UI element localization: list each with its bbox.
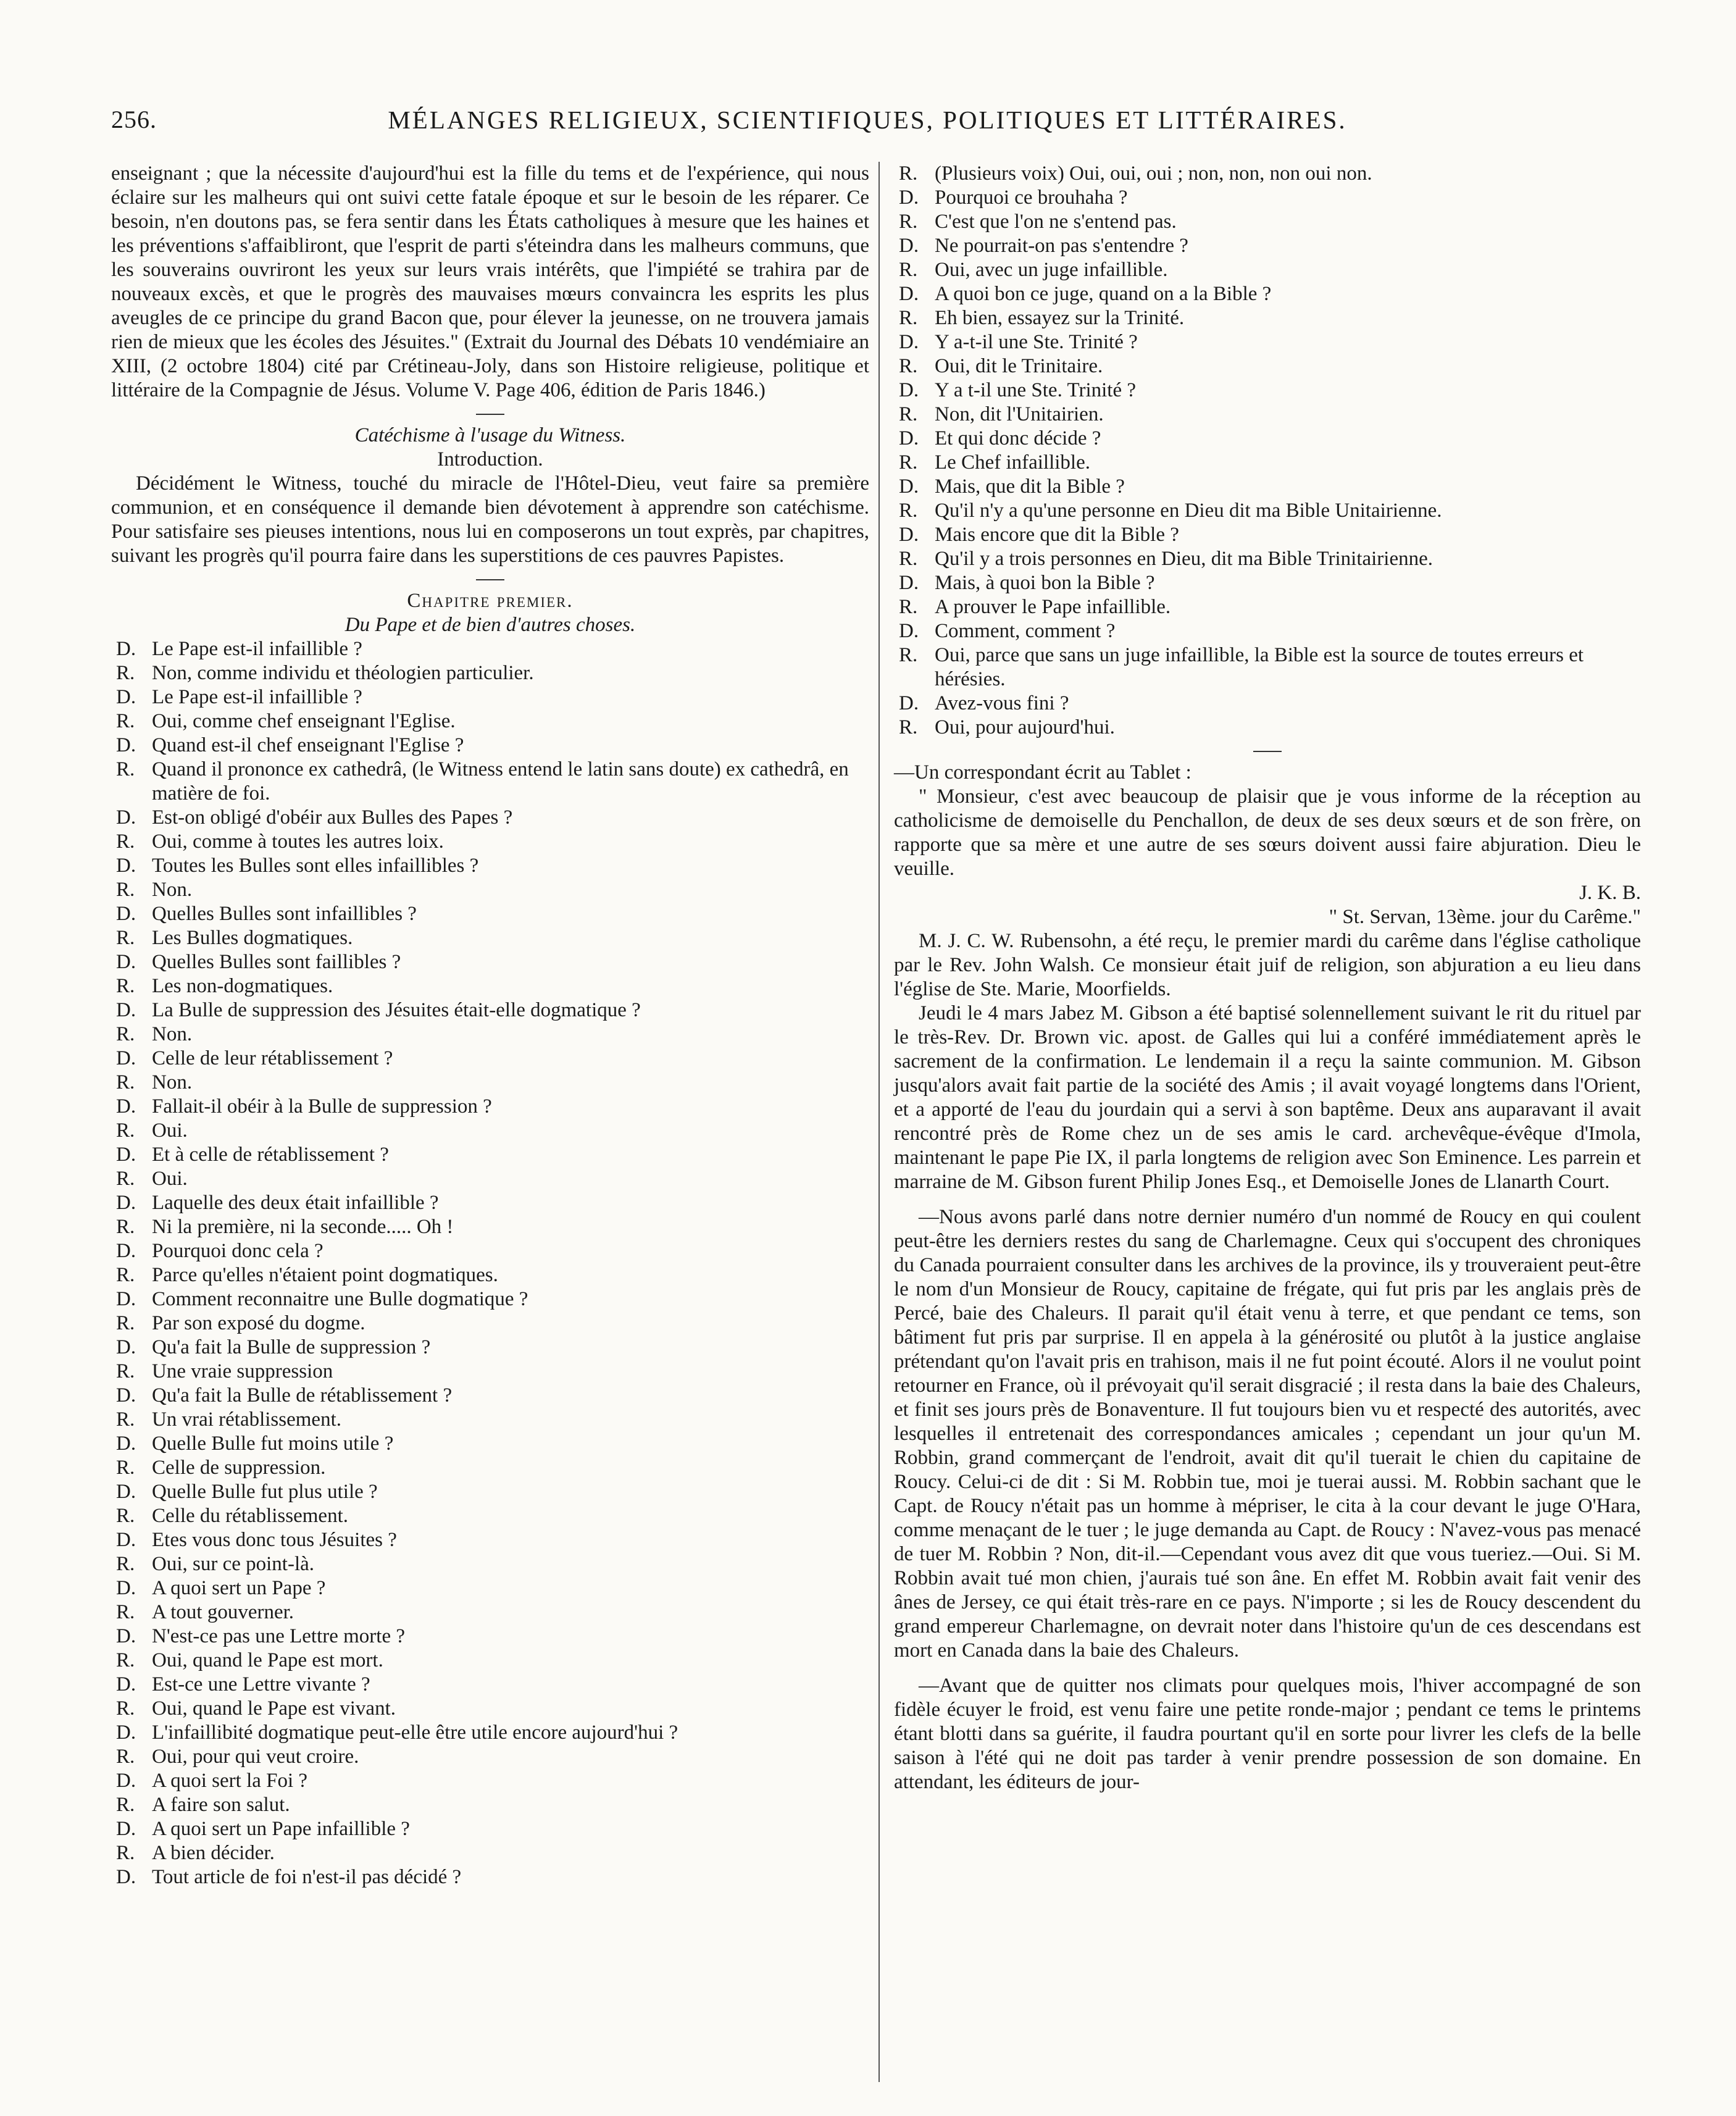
catechism-answer [111, 1456, 869, 1480]
qa-text: Non. [152, 879, 193, 901]
catechism-answer [111, 709, 869, 734]
catechism-question [894, 427, 1641, 451]
qa-marker: R. [899, 716, 918, 738]
catechism-question [894, 234, 1641, 258]
catechism-question [894, 378, 1641, 403]
qa-marker: D. [116, 1721, 136, 1744]
catechism-question [111, 1865, 869, 1889]
qa-text: Oui, quand le Pape est mort. [152, 1649, 383, 1671]
catechism-answer [111, 974, 869, 998]
qa-text: Et qui donc décide ? [935, 427, 1101, 450]
qa-text: Celle de suppression. [152, 1457, 326, 1479]
qa-text: Celle de leur rétablissement ? [152, 1047, 393, 1069]
rubensohn-paragraph: M. J. C. W. Rubensohn, a été reçu, le premier mardi du carême dans l'église catholique par le Rev. John Walsh. Ce monsieur était juif de religion, son abjuration a eu lieu dans l'église de Ste. Marie, Moorfields. [894, 930, 1641, 1000]
qa-marker: R. [116, 927, 135, 949]
qa-text: Qu'il y a trois personnes en Dieu, dit ma Bible Trinitairienne. [935, 548, 1433, 570]
qa-marker: D. [116, 1288, 136, 1310]
catechism-answer [111, 1360, 869, 1384]
catechism-question [111, 1095, 869, 1119]
qa-text: A bien décider. [152, 1842, 275, 1864]
qa-marker: D. [899, 379, 919, 401]
qa-text: Est-ce une Lettre vivante ? [152, 1673, 370, 1696]
catechism-answer [894, 210, 1641, 234]
catechism-answer [111, 1022, 869, 1047]
catechism-question [111, 998, 869, 1022]
catechism-answer [111, 1697, 869, 1721]
catechism-question [111, 1432, 869, 1456]
qa-text: Tout article de foi n'est-il pas décidé ? [152, 1866, 462, 1888]
qa-marker: R. [116, 1360, 135, 1382]
qa-text: Oui, pour aujourd'hui. [935, 716, 1115, 738]
catechism-question [111, 1143, 869, 1167]
qa-marker: R. [116, 1649, 135, 1671]
qa-marker: R. [116, 1457, 135, 1479]
qa-text: A faire son salut. [152, 1794, 290, 1816]
catechism-answer [894, 403, 1641, 427]
catechism-answer [111, 926, 869, 950]
qa-text: Quelles Bulles sont infaillibles ? [152, 903, 417, 925]
qa-text: Qu'il n'y a qu'une personne en Dieu dit ma Bible Unitairienne. [935, 500, 1442, 522]
qa-marker: R. [116, 1697, 135, 1720]
qa-text: Et à celle de rétablissement ? [152, 1144, 389, 1166]
qa-text: Une vraie suppression [152, 1360, 333, 1382]
catechism-question [894, 571, 1641, 595]
catechism-answer [894, 547, 1641, 571]
left-column [111, 162, 869, 1889]
catechism-question [111, 1817, 869, 1841]
catechism-question [111, 1673, 869, 1697]
qa-marker: R. [899, 403, 918, 425]
qa-text: Oui, parce que sans un juge infaillible, la Bible est la source de toutes erreurs et hérésies. [935, 644, 1584, 690]
qa-marker: D. [116, 734, 136, 756]
qa-marker: D. [116, 1240, 136, 1262]
qa-marker: D. [899, 186, 919, 209]
catechism-question [111, 806, 869, 830]
qa-text: Les non-dogmatiques. [152, 975, 333, 997]
section-divider [476, 579, 504, 580]
qa-marker: D. [899, 427, 919, 450]
catechism-answer [111, 758, 869, 806]
qa-marker: R. [116, 879, 135, 901]
qa-marker: R. [899, 500, 918, 522]
qa-marker: D. [116, 1481, 136, 1503]
qa-marker: R. [899, 211, 918, 233]
qa-marker: R. [899, 451, 918, 474]
catechism-answer [111, 878, 869, 902]
qa-marker: R. [899, 307, 918, 329]
catechism-question [111, 1576, 869, 1600]
catechism-answer [111, 1504, 869, 1528]
qa-marker: R. [116, 1553, 135, 1575]
qa-marker: D. [116, 1047, 136, 1069]
qa-text: Les Bulles dogmatiques. [152, 927, 353, 949]
qa-marker: D. [116, 1529, 136, 1551]
qa-marker: R. [116, 1168, 135, 1190]
qa-text: Le Pape est-il infaillible ? [152, 686, 362, 708]
qa-text: Quelles Bulles sont faillibles ? [152, 951, 401, 973]
qa-marker: R. [116, 1264, 135, 1286]
catechism-question [111, 637, 869, 661]
catechism-question [111, 854, 869, 878]
qa-marker: R. [899, 162, 918, 185]
qa-text: A quoi sert la Foi ? [152, 1770, 308, 1792]
qa-marker: R. [116, 830, 135, 853]
catechism-answer [111, 1649, 869, 1673]
qa-text: Qu'a fait la Bulle de rétablissement ? [152, 1384, 453, 1407]
tablet-letter: " Monsieur, c'est avec beaucoup de plaisir que je vous informe de la réception au catholicisme de demoiselle du Penchallon, de deux de ses deux sœurs et de son frère, on rapporte que sa mère et une autre de ses sœurs doivent aussi faire abjuration. Dieu le veuille. [894, 785, 1641, 880]
qa-text: A tout gouverner. [152, 1601, 294, 1623]
qa-text: Parce qu'elles n'étaient point dogmatiques. [152, 1264, 498, 1286]
right-column [894, 162, 1641, 1794]
qa-text: Fallait-il obéir à la Bulle de suppression ? [152, 1095, 492, 1118]
qa-marker: D. [116, 855, 136, 877]
catechism-question [894, 475, 1641, 499]
qa-text: Qu'a fait la Bulle de suppression ? [152, 1336, 431, 1358]
qa-marker: R. [899, 259, 918, 281]
catechism-question [111, 1239, 869, 1263]
catechism-question [111, 1047, 869, 1071]
catechism-question [111, 1528, 869, 1552]
qa-marker: R. [116, 662, 135, 684]
qa-marker: R. [899, 355, 918, 377]
qa-marker: R. [116, 1794, 135, 1816]
qa-text: A quoi sert un Pape infaillible ? [152, 1818, 410, 1840]
qa-marker: D. [116, 1095, 136, 1118]
qa-text: L'infaillibité dogmatique peut-elle être utile encore aujourd'hui ? [152, 1721, 678, 1744]
catechism-answer [111, 1745, 869, 1769]
catechism-answer [111, 661, 869, 685]
qa-text: Comment reconnaitre une Bulle dogmatique ? [152, 1288, 528, 1310]
catechism-qa-list [111, 637, 869, 1889]
page-number: 256. [111, 106, 157, 133]
qa-marker: R. [116, 1119, 135, 1142]
qa-text: Quelle Bulle fut moins utile ? [152, 1432, 394, 1455]
chapter-title: Chapitre premier. [407, 590, 574, 612]
catechism-question [111, 685, 869, 709]
qa-marker: D. [899, 524, 919, 546]
qa-marker: D. [116, 951, 136, 973]
qa-text: C'est que l'on ne s'entend pas. [935, 211, 1177, 233]
qa-marker: D. [116, 1673, 136, 1696]
qa-text: Mais, à quoi bon la Bible ? [935, 572, 1155, 594]
qa-text: Laquelle des deux était infaillible ? [152, 1192, 439, 1214]
qa-text: Pourquoi ce brouhaha ? [935, 186, 1128, 209]
qa-marker: D. [116, 999, 136, 1021]
page-header [111, 105, 1624, 148]
qa-text: Ne pourrait-on pas s'entendre ? [935, 235, 1188, 257]
qa-text: A prouver le Pape infaillible. [935, 596, 1171, 618]
qa-marker: D. [116, 1192, 136, 1214]
qa-marker: R. [899, 596, 918, 618]
qa-text: Oui, comme à toutes les autres loix. [152, 830, 444, 853]
qa-text: Celle du rétablissement. [152, 1505, 348, 1527]
qa-marker: D. [899, 620, 919, 642]
tablet-initials: J. K. B. [1579, 882, 1641, 904]
qa-text: Oui, pour qui veut croire. [152, 1746, 359, 1768]
qa-marker: D. [116, 1866, 136, 1888]
catechism-question [111, 1336, 869, 1360]
catechism-title: Catéchisme à l'usage du Witness. [354, 424, 626, 446]
qa-text: Quand est-il chef enseignant l'Eglise ? [152, 734, 464, 756]
running-title: MÉLANGES RELIGIEUX, SCIENTIFIQUES, POLITIQUES ET LITTÉRAIRES. [388, 106, 1347, 134]
qa-text: Y a t-il une Ste. Trinité ? [935, 379, 1137, 401]
catechism-answer [111, 1552, 869, 1576]
catechism-question [111, 950, 869, 974]
qa-marker: R. [116, 1505, 135, 1527]
qa-text: Oui, comme chef enseignant l'Eglise. [152, 710, 456, 732]
qa-text: A quoi bon ce juge, quand on a la Bible ? [935, 283, 1272, 305]
catechism-question [111, 1384, 869, 1408]
qa-marker: R. [116, 710, 135, 732]
winter-paragraph: —Avant que de quitter nos climats pour quelques mois, l'hiver accompagné de son fidèle écuyer le froid, est venu faire une petite ronde-major ; pendant ce tems le printems étant blotti dans sa guérite, il faudra pourtant qu'il en sorte pour livrer les clefs de la belle saison à l'été qui ne doit pas tarder à venir prendre possession de son domaine. En attendant, les éditeurs de jour- [894, 1675, 1641, 1793]
qa-marker: D. [116, 686, 136, 708]
qa-marker: R. [116, 758, 135, 780]
catechism-answer [111, 1167, 869, 1191]
gibson-paragraph: Jeudi le 4 mars Jabez M. Gibson a été baptisé solennellement suivant le rit du rituel par le très-Rev. Dr. Brown vic. apost. de Galles qui lui a conféré immédiatement après le sacrement de la confirmation. Le lendemain il a reçu la sainte communion. M. Gibson jusqu'alors avait fait partie de la société des Amis ; il avait voyagé longtems dans l'Orient, et a apporté de l'eau du jourdain qui a servi à son baptême. Deux ans auparavant il avait rencontré près de Rome chez un de ses amis le card. archevêque-évêque d'Imola, maintenant le pape Pie IX, il parla longtems de religion avec Son Eminence. Les parrein et marraine de M. Gibson furent Philip Jones Esq., et Demoiselle Jones de Llanarth Court. [894, 1002, 1641, 1193]
qa-marker: D. [899, 692, 919, 714]
section-divider [1253, 751, 1282, 752]
tablet-lead: —Un correspondant écrit au Tablet : [894, 761, 1191, 784]
qa-text: Etes vous donc tous Jésuites ? [152, 1529, 397, 1551]
qa-text: Pourquoi donc cela ? [152, 1240, 323, 1262]
catechism-question [894, 619, 1641, 643]
catechism-question [111, 1480, 869, 1504]
qa-marker: D. [899, 572, 919, 594]
qa-text: Un vrai rétablissement. [152, 1408, 341, 1431]
catechism-question [111, 1191, 869, 1215]
qa-marker: R. [116, 1746, 135, 1768]
qa-marker: R. [116, 975, 135, 997]
qa-text: Par son exposé du dogme. [152, 1312, 365, 1334]
qa-text: Oui, sur ce point-là. [152, 1553, 315, 1575]
qa-marker: R. [116, 1842, 135, 1864]
qa-text: Comment, comment ? [935, 620, 1116, 642]
qa-text: Est-on obligé d'obéir aux Bulles des Papes ? [152, 806, 513, 829]
catechism-answer [111, 1408, 869, 1432]
qa-text: Le Chef infaillible. [935, 451, 1090, 474]
catechism-question [111, 1769, 869, 1793]
qa-marker: R. [899, 548, 918, 570]
catechism-answer [111, 1600, 869, 1625]
qa-text: Y a-t-il une Ste. Trinité ? [935, 331, 1138, 353]
catechism-answer [111, 1841, 869, 1865]
qa-marker: R. [899, 644, 918, 666]
catechism-answer [111, 1311, 869, 1336]
column-rule [878, 162, 880, 2082]
qa-marker: R. [116, 1312, 135, 1334]
qa-marker: D. [116, 806, 136, 829]
qa-marker: D. [116, 1432, 136, 1455]
qa-text: A quoi sert un Pape ? [152, 1577, 326, 1599]
bacon-quote-paragraph: enseignant ; que la nécessite d'aujourd'hui est la fille du tems et de l'expérience, qui nous éclaire sur les malheurs qui ont suivi cette fatale époque et sur le besoin de les réparer. Ce besoin, n'en doutons pas, se fera sentir dans les États catholiques à mesure que les haines et les préventions s'affaibliront, que l'esprit de parti s'éteindra dans les malheurs communs, que les souverains ouvriront les yeux sur leurs vrais intérêts, que l'impiété se trahira par de nouveaux excès, et que le progrès des mauvaises mœurs convaincra les esprits les plus aveugles de ce principe du grand Bacon que, pour élever la jeunesse, on ne trouvera jamais rien de mieux que les écoles des Jésuites." (Extrait du Journal des Débats 10 vendémiaire an XIII, (2 octobre 1804) cité par Crétineau-Joly, dans son Histoire religieuse, politique et littéraire de la Compagnie de Jésus. Volume V. Page 406, édition de Paris 1846.) [111, 162, 869, 401]
qa-text: Non, comme individu et théologien particulier. [152, 662, 534, 684]
qa-marker: D. [899, 331, 919, 353]
catechism-answer [111, 830, 869, 854]
qa-marker: R. [116, 1023, 135, 1045]
qa-text: Le Pape est-il infaillible ? [152, 638, 362, 660]
catechism-answer [894, 716, 1641, 740]
catechism-answer [894, 258, 1641, 282]
qa-marker: D. [116, 1336, 136, 1358]
qa-text: Oui. [152, 1168, 188, 1190]
catechism-question [111, 1721, 869, 1745]
qa-marker: D. [899, 283, 919, 305]
catechism-intro: Décidément le Witness, touché du miracle de l'Hôtel-Dieu, veut faire sa première communion, et en conséquence il demande bien dévotement à apprendre son catéchisme. Pour satisfaire ses pieuses intentions, nous lui en composerons un tout exprès, par chapitres, suivant les progrès qu'il pourra faire dans les superstitions de ces pauvres Papistes. [111, 472, 869, 567]
qa-marker: R. [116, 1601, 135, 1623]
section-divider [476, 414, 504, 415]
catechism-answer [111, 1119, 869, 1143]
qa-text: La Bulle de suppression des Jésuites était-elle dogmatique ? [152, 999, 641, 1021]
catechism-answer [894, 354, 1641, 378]
catechism-answer [894, 451, 1641, 475]
roucy-paragraph: —Nous avons parlé dans notre dernier numéro d'un nommé de Roucy en qui coulent peut-être les derniers restes du sang de Charlemagne. Ceux qui s'occupent des chroniques du Canada pourraient consulter dans les archives de la province, ils y trouveraient peut-être le nom d'un Monsieur de Roucy, capitaine de frégate, qui fut pris par les anglais près de Percé, baie des Chaleurs. Il parait qu'il était venu à terre, et que pendant ce tems, son bâtiment fut pris par surprise. Il en appela à la générosité ou plutôt à la justice anglaise prétendant qu'on l'avait pris en trahison, mais il ne fut point écouté. Alors il ne voulut point retourner en France, où il prévoyait qu'il serait disgracié ; il resta dans la baie des Chaleurs, et finit ses jours près de Bonaventure. Il fut toujours bien vu et respecté des autorités, avec lesquelles il entretenait des correspondances amicales ; cependant un jour qu'un M. Robbin, grand commerçant de l'endroit, avait dit qu'il tuerait le chien du capitaine de Roucy. Celui-ci de dit : Si M. Robbin tue, moi je tuerai aussi. M. Robbin sachant que le Capt. de Roucy n'était pas un homme à mépriser, le cita à la cour devant le juge O'Hara, comme menaçant de le tuer ; le juge demanda au Capt. de Roucy : N'avez-vous pas menacé de tuer M. Robbin ? Non, dit-il.—Cependant vous avez dit que vous tueriez.—Oui. Si M. Robbin avait tué mon chien, j'aurais tué son âne. En effet M. Robbin avait fait venir des ânes de Jersey, ce qui était très-rare en ce pays. N'importe ; si les de Roucy descendent du grand empereur Charlemagne, on devrait noter dans l'histoire qu'un de ces descendans est mort en Canada dans la baie des Chaleurs. [894, 1206, 1641, 1662]
qa-marker: D. [116, 1625, 136, 1647]
qa-text: Non. [152, 1023, 193, 1045]
qa-text: (Plusieurs voix) Oui, oui, oui ; non, non, non oui non. [935, 162, 1372, 185]
qa-marker: D. [116, 903, 136, 925]
catechism-question [894, 282, 1641, 306]
qa-marker: R. [116, 1408, 135, 1431]
catechism-question [111, 1287, 869, 1311]
qa-text: Mais encore que dit la Bible ? [935, 524, 1179, 546]
qa-text: Ni la première, ni la seconde..... Oh ! [152, 1216, 454, 1238]
catechism-answer [111, 1793, 869, 1817]
qa-marker: D. [116, 1577, 136, 1599]
qa-text: Oui. [152, 1119, 188, 1142]
qa-text: Mais, que dit la Bible ? [935, 475, 1125, 498]
catechism-qa-continued [894, 162, 1641, 740]
catechism-answer [894, 499, 1641, 523]
qa-text: Oui, quand le Pape est vivant. [152, 1697, 396, 1720]
catechism-answer [111, 1215, 869, 1239]
qa-marker: D. [116, 1144, 136, 1166]
qa-marker: D. [899, 475, 919, 498]
chapter-subtitle: Du Pape et de bien d'autres choses. [344, 614, 636, 636]
catechism-answer [111, 1071, 869, 1095]
qa-marker: R. [116, 1216, 135, 1238]
catechism-subtitle: Introduction. [437, 448, 543, 470]
catechism-question [111, 1625, 869, 1649]
catechism-answer [111, 1263, 869, 1287]
catechism-answer [894, 306, 1641, 330]
qa-marker: R. [116, 1071, 135, 1094]
qa-marker: D. [116, 1384, 136, 1407]
qa-text: Toutes les Bulles sont elles infaillibles ? [152, 855, 479, 877]
catechism-answer [894, 595, 1641, 619]
catechism-question [894, 523, 1641, 547]
qa-text: Oui, avec un juge infaillible. [935, 259, 1168, 281]
qa-text: Non, dit l'Unitairien. [935, 403, 1104, 425]
catechism-answer [894, 643, 1641, 692]
qa-marker: D. [116, 1770, 136, 1792]
qa-marker: D. [899, 235, 919, 257]
qa-text: N'est-ce pas une Lettre morte ? [152, 1625, 406, 1647]
catechism-question [894, 186, 1641, 210]
catechism-question [111, 902, 869, 926]
qa-text: Quelle Bulle fut plus utile ? [152, 1481, 378, 1503]
catechism-answer [894, 162, 1641, 186]
qa-text: Eh bien, essayez sur la Trinité. [935, 307, 1185, 329]
qa-text: Quand il prononce ex cathedrâ, (le Witness entend le latin sans doute) ex cathedrâ, en matière de foi. [152, 758, 849, 805]
qa-marker: D. [116, 1818, 136, 1840]
qa-marker: D. [116, 638, 136, 660]
qa-text: Non. [152, 1071, 193, 1094]
qa-text: Oui, dit le Trinitaire. [935, 355, 1103, 377]
catechism-question [894, 330, 1641, 354]
qa-text: Avez-vous fini ? [935, 692, 1069, 714]
catechism-question [894, 692, 1641, 716]
catechism-question [111, 734, 869, 758]
tablet-place: " St. Servan, 13ème. jour du Carême." [1329, 906, 1641, 928]
